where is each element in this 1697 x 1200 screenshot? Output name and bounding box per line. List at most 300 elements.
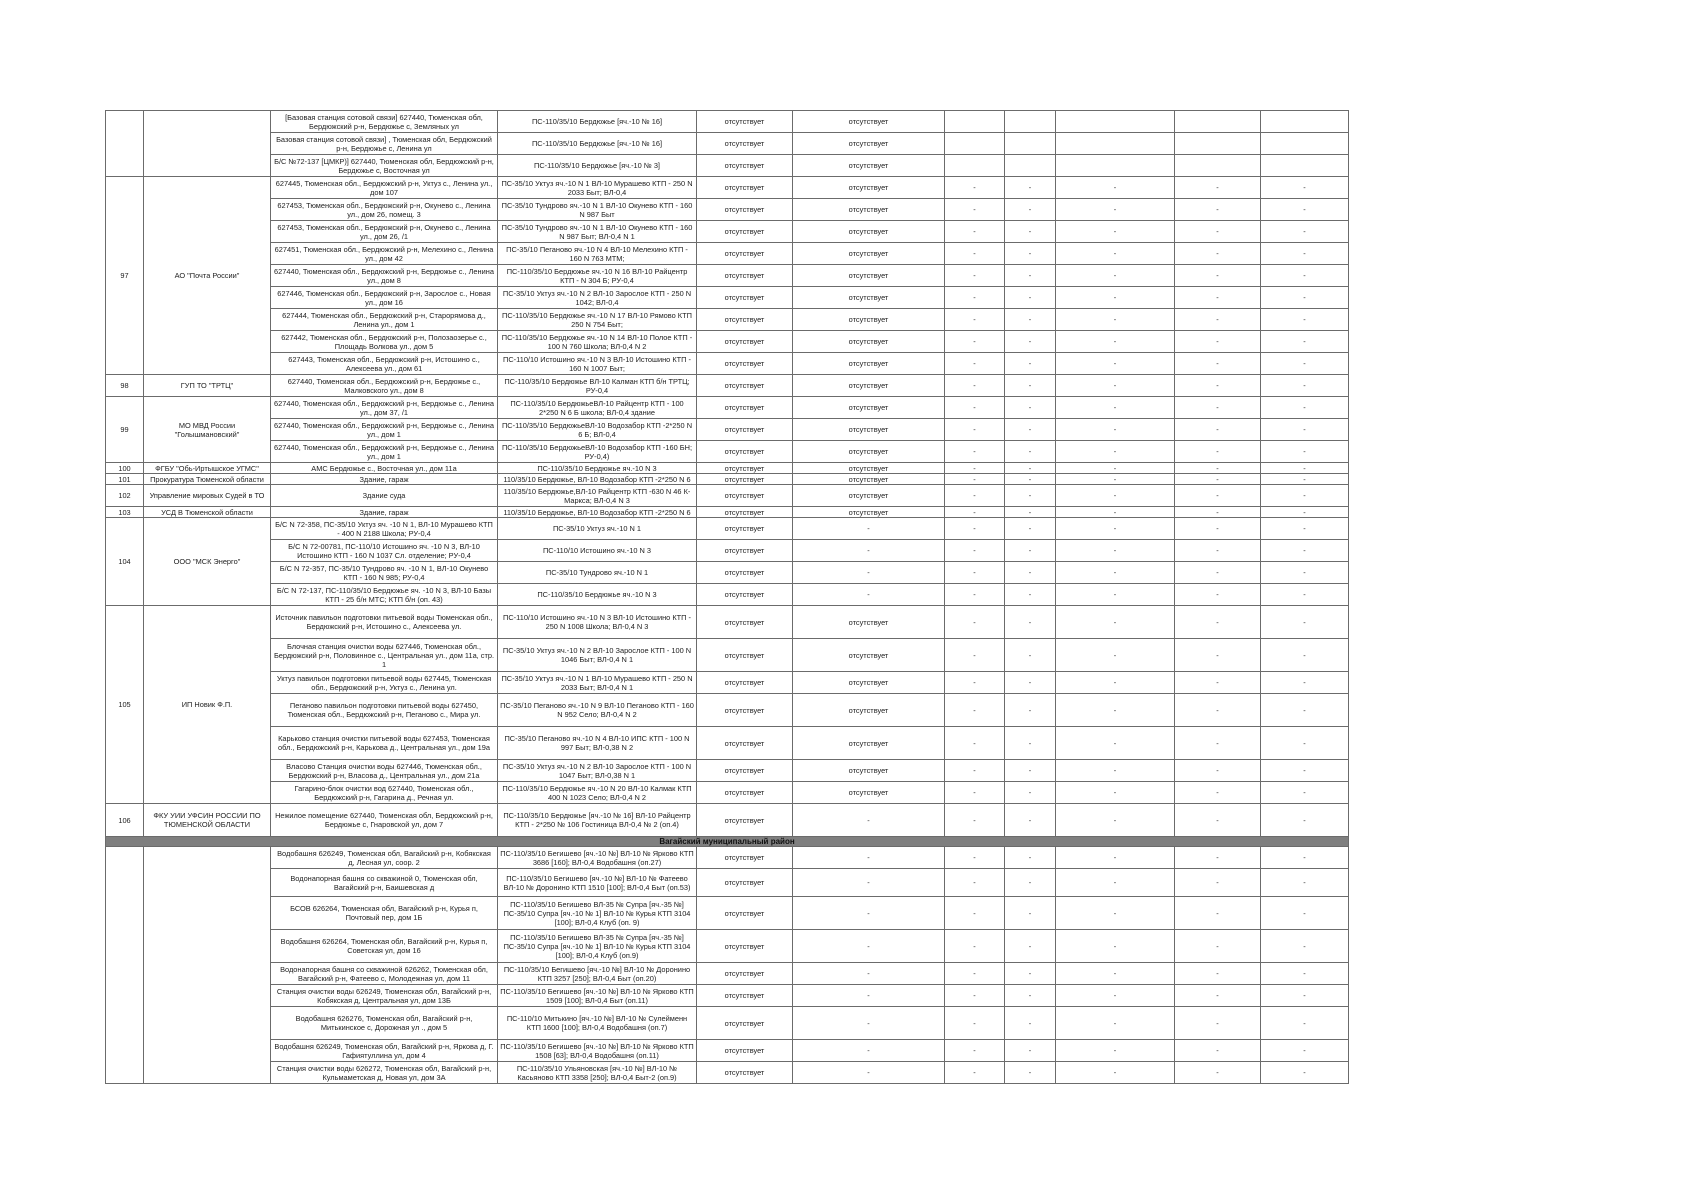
value-cell: - [1261, 606, 1349, 639]
row-number: 97 [106, 177, 144, 375]
value-cell: - [1056, 930, 1175, 963]
table-row [106, 353, 1349, 375]
status-cell: отсутствует [697, 287, 793, 309]
value-cell: - [945, 985, 1005, 1007]
supply-point: ПС-110/35/10 БердюжьеВЛ-10 Райцентр КТП - 100 2*250 N 6 Б школа; ВЛ-0,4 здание [498, 397, 697, 419]
object-address: Б/С N 72-357, ПС-35/10 Тундрово яч. -10 N 1, ВЛ-10 Окунево КТП - 160 N 985; РУ-0,4 [271, 562, 498, 584]
value-cell: - [1005, 1062, 1056, 1084]
value-cell: - [1261, 930, 1349, 963]
value-cell: - [1056, 507, 1175, 518]
value-cell: - [1175, 897, 1261, 930]
status-cell: отсутствует [697, 265, 793, 287]
status-cell: - [793, 518, 945, 540]
table-row [106, 397, 1349, 419]
supply-point: ПС-110/35/10 Бердюжье ВЛ-10 Калман КТП б/н ТРТЦ; РУ-0,4 [498, 375, 697, 397]
supply-point: ПС-110/35/10 БердюжьеВЛ-10 Водозабор КТП -160 БН; РУ-0,4) [498, 441, 697, 463]
supply-point: ПС-110/35/10 Бегишево [яч.-10 №] ВЛ-10 № Ярково КТП 1508 [63]; ВЛ-0,4 Водобашня (оп.11) [498, 1040, 697, 1062]
table-row [106, 507, 1349, 518]
value-cell: - [1175, 463, 1261, 474]
value-cell: - [945, 897, 1005, 930]
value-cell: - [1005, 639, 1056, 672]
table-row [106, 694, 1349, 727]
value-cell: - [945, 584, 1005, 606]
organization-name [144, 847, 271, 1084]
value-cell: - [1261, 353, 1349, 375]
value-cell: - [1005, 869, 1056, 897]
value-cell: - [1056, 869, 1175, 897]
organization-name: УСД В Тюменской области [144, 507, 271, 518]
value-cell: - [1056, 606, 1175, 639]
status-cell: отсутствует [793, 287, 945, 309]
object-address: Б/С N 72-137, ПС-110/35/10 Бердюжье яч. -10 N 3, ВЛ-10 Базы КТП - 25 б/н МТС; КТП б/н (оп. 43) [271, 584, 498, 606]
value-cell: - [945, 397, 1005, 419]
value-cell: - [945, 243, 1005, 265]
value-cell: - [1175, 540, 1261, 562]
value-cell: - [1056, 540, 1175, 562]
value-cell [1175, 111, 1261, 133]
object-address: Карьково станция очистки питьевой воды 627453, Тюменская обл., Бердюжский р-н, Карькова д., Центральная ул., дом 19а [271, 727, 498, 760]
value-cell: - [1261, 265, 1349, 287]
status-cell: отсутствует [697, 353, 793, 375]
object-address: Б/С N 72-358, ПС-35/10 Уктуз яч. -10 N 1, ВЛ-10 Мурашево КТП - 400 N 2188 Школа; РУ-0,4 [271, 518, 498, 540]
status-cell: отсутствует [697, 309, 793, 331]
object-address: 627453, Тюменская обл., Бердюжский р-н, Окунево с., Ленина ул., дом 26, помещ. 3 [271, 199, 498, 221]
status-cell: отсутствует [697, 1040, 793, 1062]
value-cell: - [945, 1062, 1005, 1084]
value-cell: - [1261, 562, 1349, 584]
value-cell: - [1175, 353, 1261, 375]
value-cell: - [945, 419, 1005, 441]
value-cell: - [1175, 606, 1261, 639]
object-address: 627440, Тюменская обл., Бердюжский р-н, Бердюжье с., Ленина ул., дом 37, /1 [271, 397, 498, 419]
value-cell: - [1261, 441, 1349, 463]
status-cell: отсутствует [697, 606, 793, 639]
organization-name: МО МВД России "Голышмановский" [144, 397, 271, 463]
value-cell: - [1056, 485, 1175, 507]
table-row [106, 727, 1349, 760]
organization-name [144, 111, 271, 177]
object-address: [Базовая станция сотовой связи] 627440, Тюменская обл, Бердюжский р-н, Бердюжье с, Земляных ул [271, 111, 498, 133]
value-cell: - [945, 309, 1005, 331]
value-cell [945, 111, 1005, 133]
object-address: 627442, Тюменская обл., Бердюжский р-н, Полозаозерье с., Площадь Волкова ул., дом 5 [271, 331, 498, 353]
value-cell: - [1261, 331, 1349, 353]
status-cell: отсутствует [793, 727, 945, 760]
status-cell: - [793, 804, 945, 837]
section-header-row [106, 837, 1349, 847]
object-address: Водонапорная башня со скважиной 626262, Тюменская обл, Вагайский р-н, Фатеево с, Молодежная ул, дом 11 [271, 963, 498, 985]
value-cell: - [1175, 782, 1261, 804]
value-cell: - [1175, 397, 1261, 419]
value-cell: - [1261, 540, 1349, 562]
value-cell: - [1175, 331, 1261, 353]
object-address: Власово Станция очистки воды 627446, Тюменская обл., Бердюжский р-н, Власова д., Центральная ул., дом 21а [271, 760, 498, 782]
status-cell: отсутствует [793, 309, 945, 331]
value-cell: - [1056, 897, 1175, 930]
value-cell: - [1056, 760, 1175, 782]
status-cell: отсутствует [697, 540, 793, 562]
organization-name: Прокуратура Тюменской области [144, 474, 271, 485]
status-cell: отсутствует [697, 331, 793, 353]
value-cell: - [1056, 782, 1175, 804]
status-cell: отсутствует [793, 639, 945, 672]
status-cell: отсутствует [697, 985, 793, 1007]
supply-point: ПС-110/35/10 Бердюжье яч.-10 N 20 ВЛ-10 Калмак КТП 400 N 1023 Село; ВЛ-0,4 N 2 [498, 782, 697, 804]
status-cell: отсутствует [697, 897, 793, 930]
value-cell: - [1005, 507, 1056, 518]
status-cell: - [793, 562, 945, 584]
value-cell: - [1175, 1062, 1261, 1084]
value-cell: - [1005, 562, 1056, 584]
table-row [106, 375, 1349, 397]
status-cell: отсутствует [697, 930, 793, 963]
value-cell: - [1005, 265, 1056, 287]
supply-point: ПС-35/10 Уктуз яч.-10 N 1 ВЛ-10 Мурашево КТП - 250 N 2033 Быт; ВЛ-0,4 N 1 [498, 672, 697, 694]
table-row [106, 804, 1349, 837]
status-cell: отсутствует [793, 111, 945, 133]
table-row [106, 155, 1349, 177]
value-cell: - [1005, 606, 1056, 639]
table-row [106, 672, 1349, 694]
value-cell: - [1056, 375, 1175, 397]
value-cell: - [1005, 782, 1056, 804]
value-cell: - [1056, 474, 1175, 485]
status-cell: отсутствует [793, 782, 945, 804]
value-cell [1056, 133, 1175, 155]
object-address: Водобашня 626249, Тюменская обл, Вагайский р-н, Яркова д, Г. Гафиятуллина ул, дом 4 [271, 1040, 498, 1062]
value-cell: - [1175, 930, 1261, 963]
value-cell: - [1056, 639, 1175, 672]
supply-point: ПС-35/10 Уктуз яч.-10 N 2 ВЛ-10 Зарослое КТП - 250 N 1042; ВЛ-0,4 [498, 287, 697, 309]
status-cell: отсутствует [793, 265, 945, 287]
status-cell: отсутствует [793, 397, 945, 419]
status-cell: отсутствует [697, 375, 793, 397]
status-cell: отсутствует [793, 375, 945, 397]
table-row [106, 221, 1349, 243]
status-cell: отсутствует [697, 584, 793, 606]
value-cell [1261, 133, 1349, 155]
value-cell: - [1056, 562, 1175, 584]
table-row [106, 111, 1349, 133]
value-cell: - [1056, 518, 1175, 540]
row-number: 103 [106, 507, 144, 518]
value-cell: - [1005, 672, 1056, 694]
value-cell: - [1261, 782, 1349, 804]
value-cell: - [945, 639, 1005, 672]
value-cell: - [1056, 177, 1175, 199]
value-cell: - [1005, 694, 1056, 727]
value-cell: - [1175, 963, 1261, 985]
value-cell: - [1056, 804, 1175, 837]
value-cell: - [945, 727, 1005, 760]
status-cell: отсутствует [793, 353, 945, 375]
value-cell: - [1261, 474, 1349, 485]
object-address: 627440, Тюменская обл., Бердюжский р-н, Бердюжье с., Малковского ул., дом 8 [271, 375, 498, 397]
row-number: 104 [106, 518, 144, 606]
status-cell: отсутствует [697, 485, 793, 507]
supply-point: ПС-110/10 Истошино яч.-10 N 3 [498, 540, 697, 562]
supply-point: ПС-110/35/10 Бегишево [яч.-10 №] ВЛ-10 № Фатеево ВЛ-10 № Доронино КТП 1510 [100]; ВЛ-0,4 Быт (оп.53) [498, 869, 697, 897]
value-cell: - [1005, 221, 1056, 243]
table-row [106, 540, 1349, 562]
value-cell: - [1261, 727, 1349, 760]
value-cell: - [1056, 463, 1175, 474]
value-cell: - [945, 375, 1005, 397]
object-address: Нежилое помещение 627440, Тюменская обл, Бердюжский р-н, Бердюжье с, Гнаровской ул, дом 7 [271, 804, 498, 837]
object-address: 627451, Тюменская обл., Бердюжский р-н, Мелехино с., Ленина ул., дом 42 [271, 243, 498, 265]
table-row [106, 930, 1349, 963]
value-cell [1005, 111, 1056, 133]
value-cell: - [1175, 1007, 1261, 1040]
value-cell: - [945, 221, 1005, 243]
supply-point: ПС-35/10 Тундрово яч.-10 N 1 ВЛ-10 Окунево КТП - 160 N 987 Быт; ВЛ-0,4 N 1 [498, 221, 697, 243]
value-cell: - [945, 847, 1005, 869]
table-row [106, 897, 1349, 930]
organization-name: ГУП ТО "ТРТЦ" [144, 375, 271, 397]
value-cell: - [1056, 963, 1175, 985]
object-address: 627440, Тюменская обл., Бердюжский р-н, Бердюжье с., Ленина ул., дом 1 [271, 419, 498, 441]
organization-name: ФГБУ "Обь-Иртышское УГМС" [144, 463, 271, 474]
supply-point: ПС-110/35/10 БердюжьеВЛ-10 Водозабор КТП -2*250 N 6 Б; ВЛ-0,4 [498, 419, 697, 441]
value-cell: - [1056, 441, 1175, 463]
object-address: АМС Бердюжье с., Восточная ул., дом 11а [271, 463, 498, 474]
value-cell [1261, 111, 1349, 133]
object-address: Здание суда [271, 485, 498, 507]
value-cell: - [945, 694, 1005, 727]
table-row [106, 963, 1349, 985]
value-cell: - [945, 930, 1005, 963]
value-cell: - [945, 441, 1005, 463]
object-address: Станция очистки воды 626249, Тюменская обл, Вагайский р-н, Кобякская д, Центральная ул, дом 13Б [271, 985, 498, 1007]
value-cell: - [1175, 441, 1261, 463]
value-cell: - [1261, 985, 1349, 1007]
value-cell: - [1175, 584, 1261, 606]
value-cell: - [1175, 309, 1261, 331]
value-cell: - [1175, 639, 1261, 672]
value-cell: - [1005, 1007, 1056, 1040]
value-cell: - [945, 485, 1005, 507]
value-cell: - [1005, 727, 1056, 760]
status-cell: отсутствует [697, 639, 793, 672]
value-cell: - [1005, 199, 1056, 221]
table-row [106, 265, 1349, 287]
object-address: Уктуз павильон подготовки питьевой воды 627445, Тюменская обл., Бердюжский р-н, Уктуз с., Ленина ул. [271, 672, 498, 694]
status-cell: отсутствует [697, 177, 793, 199]
status-cell: - [793, 1040, 945, 1062]
value-cell: - [1005, 243, 1056, 265]
value-cell: - [1005, 441, 1056, 463]
status-cell: - [793, 540, 945, 562]
value-cell: - [1005, 397, 1056, 419]
value-cell: - [1056, 221, 1175, 243]
object-address: Б/С N 72-00781, ПС-110/10 Истошино яч. -10 N 3, ВЛ-10 Истошино КТП - 160 N 1037 Сл. отделение; РУ-0,4 [271, 540, 498, 562]
value-cell: - [1005, 474, 1056, 485]
value-cell: - [945, 606, 1005, 639]
supply-point: ПС-110/35/10 Бегишево [яч.-10 №] ВЛ-10 № Доронино КТП 3257 [250]; ВЛ-0,4 Быт (оп.20) [498, 963, 697, 985]
supply-point: ПС-110/35/10 Бердюжье яч.-10 N 16 ВЛ-10 Райцентр КТП - N 304 Б; РУ-0,4 [498, 265, 697, 287]
value-cell: - [1175, 760, 1261, 782]
supply-point: ПС-35/10 Уктуз яч.-10 N 1 [498, 518, 697, 540]
value-cell: - [945, 265, 1005, 287]
supply-point: ПС-110/10 Митькино [яч.-10 №] ВЛ-10 № Сулейменн КТП 1600 [100]; ВЛ-0,4 Водобашня (оп.7) [498, 1007, 697, 1040]
value-cell: - [1175, 985, 1261, 1007]
status-cell: отсутствует [793, 441, 945, 463]
value-cell: - [1261, 397, 1349, 419]
row-number: 102 [106, 485, 144, 507]
status-cell: отсутствует [697, 507, 793, 518]
supply-point: 110/35/10 Бердюжье, ВЛ-10 Водозабор КТП -2*250 N 6 [498, 507, 697, 518]
value-cell: - [1175, 507, 1261, 518]
value-cell [1175, 133, 1261, 155]
value-cell: - [1005, 331, 1056, 353]
value-cell: - [1175, 419, 1261, 441]
object-address: Водонапорная башня со скважиной 0, Тюменская обл, Вагайский р-н, Баишевская д [271, 869, 498, 897]
value-cell [945, 155, 1005, 177]
value-cell: - [1175, 804, 1261, 837]
status-cell: отсутствует [697, 694, 793, 727]
value-cell: - [1056, 985, 1175, 1007]
value-cell: - [1056, 419, 1175, 441]
value-cell: - [945, 562, 1005, 584]
value-cell: - [1175, 869, 1261, 897]
object-address: Станция очистки воды 626272, Тюменская обл, Вагайский р-н, Кульмаметская д, Новая ул, дом 3А [271, 1062, 498, 1084]
value-cell: - [1261, 1062, 1349, 1084]
status-cell: отсутствует [793, 672, 945, 694]
supply-point: ПС-35/10 Уктуз яч.-10 N 2 ВЛ-10 Зарослое КТП - 100 N 1046 Быт; ВЛ-0,4 N 1 [498, 639, 697, 672]
value-cell: - [945, 463, 1005, 474]
value-cell: - [1261, 485, 1349, 507]
object-address: Б/С №72-137 [ЦМКР)] 627440, Тюменская обл, Бердюжский р-н, Бердюжье с, Восточная ул [271, 155, 498, 177]
object-address: Гагарино-блок очистки вод 627440, Тюменская обл., Бердюжский р-н, Гагарина д., Речная ул. [271, 782, 498, 804]
status-cell: - [793, 1062, 945, 1084]
value-cell: - [1175, 287, 1261, 309]
organization-name: ИП Новик Ф.П. [144, 606, 271, 804]
status-cell: - [793, 847, 945, 869]
value-cell: - [945, 177, 1005, 199]
value-cell: - [1175, 694, 1261, 727]
status-cell: - [793, 1007, 945, 1040]
supply-point: ПС-110/35/10 Бегишево [яч.-10 №] ВЛ-10 № Ярково КТП 1509 [100]; ВЛ-0,4 Быт (оп.11) [498, 985, 697, 1007]
value-cell: - [1261, 1007, 1349, 1040]
value-cell: - [1175, 1040, 1261, 1062]
value-cell [1056, 111, 1175, 133]
value-cell: - [1056, 199, 1175, 221]
table-row [106, 985, 1349, 1007]
table-row [106, 309, 1349, 331]
status-cell: - [793, 869, 945, 897]
supply-point: ПС-35/10 Пеганово яч.-10 N 9 ВЛ-10 Пеганово КТП - 160 N 952 Село; ВЛ-0,4 N 2 [498, 694, 697, 727]
value-cell: - [1005, 375, 1056, 397]
supply-point: ПС-110/35/10 Бегишево [яч.-10 №] ВЛ-10 № Ярково КТП 3686 [160]; ВЛ-0,4 Водобашня (оп.27) [498, 847, 697, 869]
status-cell: отсутствует [793, 155, 945, 177]
value-cell: - [1175, 474, 1261, 485]
supply-point: ПС-110/35/10 Бердюжье [яч.-10 № 3] [498, 155, 697, 177]
value-cell: - [1261, 869, 1349, 897]
value-cell: - [1175, 375, 1261, 397]
status-cell: отсутствует [697, 155, 793, 177]
status-cell: отсутствует [697, 847, 793, 869]
value-cell [1056, 155, 1175, 177]
value-cell: - [1056, 331, 1175, 353]
value-cell: - [1261, 963, 1349, 985]
status-cell: отсутствует [697, 518, 793, 540]
status-cell: отсутствует [697, 1062, 793, 1084]
value-cell: - [945, 507, 1005, 518]
object-address: 627445, Тюменская обл., Бердюжский р-н, Уктуз с., Ленина ул., дом 107 [271, 177, 498, 199]
status-cell: отсутствует [793, 694, 945, 727]
value-cell: - [1261, 639, 1349, 672]
table-row [106, 1007, 1349, 1040]
value-cell: - [1175, 672, 1261, 694]
table-row [106, 474, 1349, 485]
row-number: 99 [106, 397, 144, 463]
table-row [106, 1040, 1349, 1062]
value-cell: - [1005, 584, 1056, 606]
object-address: Пеганово павильон подготовки питьевой воды 627450, Тюменская обл., Бердюжский р-н, Пеганово с., Мира ул. [271, 694, 498, 727]
value-cell: - [1005, 309, 1056, 331]
status-cell: отсутствует [697, 397, 793, 419]
row-number [106, 111, 144, 177]
status-cell: отсутствует [697, 243, 793, 265]
data-table [105, 110, 1349, 1084]
table-row [106, 518, 1349, 540]
supply-point: ПС-110/35/10 Бердюжье [яч.-10 № 16] [498, 133, 697, 155]
status-cell: отсутствует [697, 727, 793, 760]
supply-point: 110/35/10 Бердюжье, ВЛ-10 Водозабор КТП -2*250 N 6 [498, 474, 697, 485]
value-cell: - [945, 518, 1005, 540]
value-cell: - [1056, 584, 1175, 606]
value-cell: - [1005, 540, 1056, 562]
value-cell: - [1261, 463, 1349, 474]
status-cell: отсутствует [697, 1007, 793, 1040]
value-cell: - [1005, 804, 1056, 837]
value-cell: - [945, 540, 1005, 562]
supply-point: ПС-110/35/10 Ульяновская [яч.-10 №] ВЛ-10 № Касьяново КТП 3358 [250]; ВЛ-0,4 Быт-2 (оп.9) [498, 1062, 697, 1084]
value-cell: - [1261, 897, 1349, 930]
supply-point: ПС-35/10 Уктуз яч.-10 N 2 ВЛ-10 Зарослое КТП - 100 N 1047 Быт; ВЛ-0,38 N 1 [498, 760, 697, 782]
value-cell: - [945, 1007, 1005, 1040]
supply-point: ПС-110/35/10 Бегишево ВЛ-35 № Супра [яч.-35 №] ПС-35/10 Супра [яч.-10 № 1] ВЛ-10 № Курья КТП 3104 [100]; ВЛ-0,4 Клуб (оп. 9) [498, 897, 697, 930]
value-cell [945, 133, 1005, 155]
value-cell: - [1261, 847, 1349, 869]
table-row [106, 782, 1349, 804]
supply-point: ПС-110/10 Истошино яч.-10 N 3 ВЛ-10 Истошино КТП - 250 N 1008 Школа; ВЛ-0,4 N 3 [498, 606, 697, 639]
value-cell: - [1005, 847, 1056, 869]
status-cell: - [793, 985, 945, 1007]
status-cell: - [793, 930, 945, 963]
value-cell: - [1175, 847, 1261, 869]
status-cell: отсутствует [793, 331, 945, 353]
value-cell: - [1175, 518, 1261, 540]
value-cell: - [1005, 485, 1056, 507]
supply-point: ПС-110/35/10 Бердюжье [яч.-10 № 16] [498, 111, 697, 133]
status-cell: отсутствует [697, 133, 793, 155]
supply-point: 110/35/10 Бердюжье,ВЛ-10 Райцентр КТП -630 N 46 К-Маркса; ВЛ-0,4 N 3 [498, 485, 697, 507]
value-cell: - [1005, 963, 1056, 985]
value-cell: - [1056, 309, 1175, 331]
value-cell: - [945, 331, 1005, 353]
status-cell: отсутствует [793, 463, 945, 474]
value-cell: - [1005, 518, 1056, 540]
supply-point: ПС-110/35/10 Бегишево ВЛ-35 № Супра [яч.-35 №] ПС-35/10 Супра [яч.-10 № 1] ВЛ-10 № Курья КТП 3104 [100]; ВЛ-0,4 Клуб (оп.9) [498, 930, 697, 963]
table-row [106, 869, 1349, 897]
organization-name: Управление мировых Судей в ТО [144, 485, 271, 507]
value-cell: - [945, 672, 1005, 694]
table-row [106, 463, 1349, 474]
status-cell: отсутствует [697, 760, 793, 782]
status-cell: отсутствует [697, 782, 793, 804]
value-cell: - [1261, 309, 1349, 331]
